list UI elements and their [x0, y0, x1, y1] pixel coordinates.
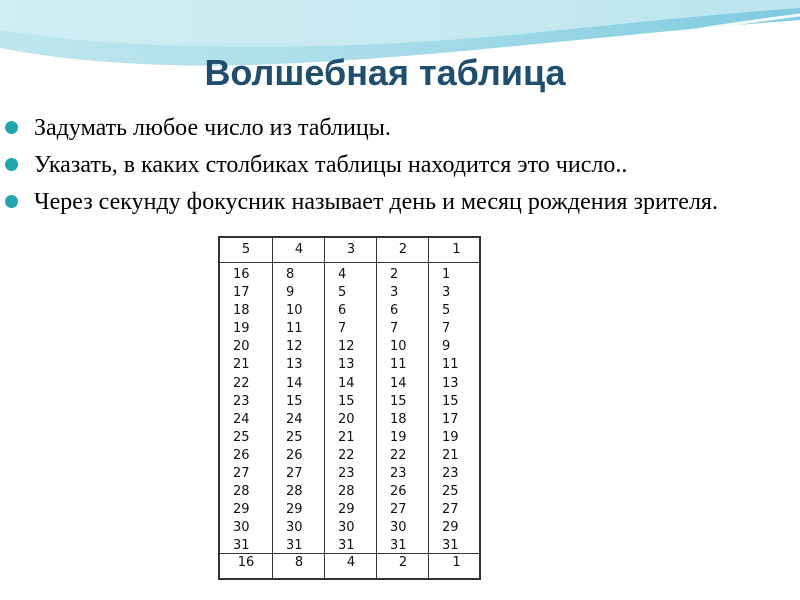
table-cell: 21 [233, 357, 250, 373]
table-cell: 25 [442, 484, 459, 500]
table-cell: 29 [442, 520, 459, 536]
bullet-list [0, 112, 800, 223]
column-numbers [429, 266, 484, 556]
table-cell: 31 [390, 538, 407, 554]
column-numbers [325, 266, 377, 556]
column-footer: 16 [237, 555, 255, 570]
table-cell: 20 [233, 339, 250, 355]
table-cell: 7 [338, 321, 347, 337]
bullet-text: Указать, в каких столбиках таблицы находится это число.. [34, 152, 628, 178]
table-cell: 29 [233, 502, 250, 518]
table-cell: 27 [390, 502, 407, 518]
table-cell: 14 [390, 375, 407, 391]
table-cell: 11 [286, 321, 303, 337]
column-header: 5 [241, 242, 251, 257]
table-cell: 30 [338, 520, 355, 536]
table-cell: 29 [338, 502, 355, 518]
table-cell: 2 [390, 267, 399, 282]
bullet-dot-icon [5, 121, 18, 134]
column-footer: 8 [294, 555, 304, 570]
table-cell: 13 [338, 357, 355, 373]
table-cell: 27 [442, 502, 459, 518]
column-numbers [377, 266, 429, 556]
table-cell: 23 [442, 466, 459, 482]
table-cell: 31 [233, 538, 250, 554]
magic-number-table [218, 236, 481, 580]
table-cell: 27 [233, 466, 250, 482]
bullet-text: Задумать любое число из таблицы. [34, 115, 391, 141]
table-cell: 8 [286, 267, 295, 282]
table-cell: 22 [390, 447, 407, 463]
column-footer: 2 [398, 555, 408, 570]
table-cell: 15 [338, 393, 355, 409]
table-cell: 13 [286, 357, 303, 373]
table-cell: 11 [442, 357, 459, 373]
table-cell: 29 [286, 502, 303, 518]
table-cell: 19 [233, 321, 250, 337]
table-cell: 26 [390, 484, 407, 500]
table-cell: 4 [338, 267, 347, 282]
table-column [220, 238, 272, 578]
bullet-item [0, 186, 800, 218]
table-cell: 26 [286, 447, 303, 463]
table-cell: 15 [442, 393, 459, 409]
table-cell: 7 [390, 321, 399, 337]
table-cell: 21 [442, 447, 459, 463]
table-cell: 17 [442, 411, 459, 427]
table-cell: 21 [338, 429, 355, 445]
table-cell: 26 [233, 447, 250, 463]
table-cell: 28 [338, 484, 355, 500]
table-cell: 10 [390, 339, 407, 355]
table-cell: 1 [442, 267, 451, 282]
table-cell: 23 [338, 466, 355, 482]
column-footer: 1 [452, 555, 461, 570]
table-cell: 28 [286, 484, 303, 500]
table-cell: 18 [390, 411, 407, 427]
table-cell: 27 [286, 466, 303, 482]
table-cell: 7 [442, 321, 451, 337]
table-cell: 18 [233, 303, 250, 319]
column-header: 2 [398, 242, 408, 257]
column-header: 3 [346, 242, 356, 257]
table-cell: 13 [442, 375, 459, 391]
table-cell: 6 [338, 303, 347, 319]
table-cell: 22 [233, 375, 250, 391]
table-cell: 31 [338, 538, 355, 554]
table-cell: 31 [286, 538, 303, 554]
table-column [324, 238, 377, 578]
table-column [272, 238, 325, 578]
bullet-dot-icon [5, 158, 18, 171]
table-cell: 5 [442, 303, 451, 319]
page-title: Волшебная таблица [204, 52, 566, 93]
bullet-item [0, 112, 800, 144]
bullet-text: Через секунду фокусник называет день и месяц рождения зрителя. [34, 189, 718, 215]
table-cell: 25 [286, 429, 303, 445]
column-numbers [273, 266, 325, 556]
table-cell: 17 [233, 285, 250, 301]
table-cell: 3 [390, 285, 399, 301]
table-cell: 9 [442, 339, 451, 355]
table-cell: 12 [286, 339, 303, 355]
table-cell: 30 [233, 520, 250, 536]
column-header: 4 [294, 242, 304, 257]
table-cell: 23 [233, 393, 250, 409]
table-cell: 31 [442, 538, 459, 554]
table-column [376, 238, 429, 578]
table-cell: 25 [233, 429, 250, 445]
table-cell: 12 [338, 339, 355, 355]
table-cell: 22 [338, 447, 355, 463]
table-cell: 6 [390, 303, 399, 319]
table-cell: 19 [390, 429, 407, 445]
table-cell: 9 [286, 285, 295, 301]
table-cell: 16 [233, 267, 250, 282]
table-cell: 15 [390, 393, 407, 409]
table-cell: 3 [442, 285, 451, 301]
column-numbers [220, 266, 272, 556]
bullet-dot-icon [5, 195, 18, 208]
table-cell: 15 [286, 393, 303, 409]
table-cell: 14 [338, 375, 355, 391]
table-cell: 19 [442, 429, 459, 445]
table-cell: 28 [233, 484, 250, 500]
table-cell: 5 [338, 285, 347, 301]
table-cell: 10 [286, 303, 303, 319]
table-cell: 14 [286, 375, 303, 391]
column-header: 1 [452, 242, 461, 257]
table-column [428, 238, 484, 578]
column-footer: 4 [346, 555, 356, 570]
table-cell: 30 [390, 520, 407, 536]
table-cell: 24 [286, 411, 303, 427]
table-cell: 20 [338, 411, 355, 427]
table-cell: 23 [390, 466, 407, 482]
bullet-item [0, 149, 800, 181]
table-cell: 30 [286, 520, 303, 536]
table-cell: 24 [233, 411, 250, 427]
table-cell: 11 [390, 357, 407, 373]
